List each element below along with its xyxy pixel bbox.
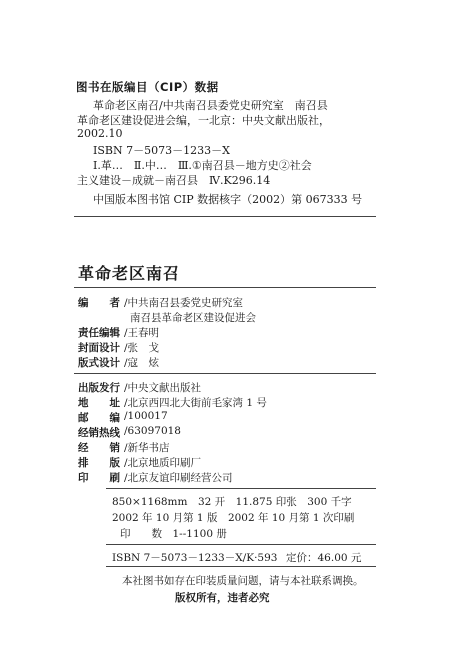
pub-label-address: 地 址 bbox=[78, 397, 120, 409]
pub-label-postcode: 邮 编 bbox=[78, 412, 120, 424]
pub-value-publisher: /中央文献出版社 bbox=[124, 382, 202, 394]
cip-line: 主义建设－成就－南召县 Ⅳ.K296.14 bbox=[77, 174, 271, 187]
pub-value-postcode: /100017 bbox=[124, 410, 168, 422]
book-title: 革命老区南召 bbox=[78, 264, 181, 283]
spec-format: 850×1168mm 32 开 11.875 印张 300 千字 bbox=[112, 496, 352, 508]
price: 定价：46.00 元 bbox=[286, 552, 362, 564]
pub-value-distributor: /新华书店 bbox=[124, 442, 170, 454]
cip-line: Ⅰ.革… Ⅱ.中… Ⅲ.①南召县－地方史②社会 bbox=[93, 159, 312, 172]
cip-number: 中国版本图书馆 CIP 数据核字（2002）第 067333 号 bbox=[93, 193, 363, 206]
credit-label-responsible-editor: 责任编辑 bbox=[78, 327, 120, 339]
divider bbox=[106, 566, 376, 567]
pub-value-address: /北京西四北大街前毛家湾 1 号 bbox=[124, 397, 267, 409]
isbn: ISBN 7－5073－1233－X/K·593 bbox=[112, 552, 278, 564]
credit-value-editor-2: 南召县革命老区建设促进会 bbox=[130, 312, 256, 324]
pub-label-publisher: 出版发行 bbox=[78, 382, 120, 394]
divider bbox=[106, 544, 376, 545]
divider bbox=[74, 216, 376, 217]
pub-label-typesetting: 排 版 bbox=[78, 457, 120, 469]
credit-value-responsible-editor: /王春明 bbox=[124, 327, 160, 339]
quality-notice: 本社图书如存在印装质量问题，请与本社联系调换。 bbox=[122, 575, 364, 587]
pub-value-hotline: /63097018 bbox=[124, 425, 181, 437]
pub-label-hotline: 经销热线 bbox=[78, 427, 120, 439]
spec-edition: 2002 年 10 月第 1 版 2002 年 10 月第 1 次印刷 bbox=[112, 512, 355, 524]
credit-label-layout-design: 版式设计 bbox=[78, 357, 120, 369]
pub-label-printing: 印 刷 bbox=[78, 472, 120, 484]
cip-line: 2002.10 bbox=[77, 127, 123, 140]
cip-line: ISBN 7－5073－1233－X bbox=[93, 144, 230, 157]
cip-line: 革命老区南召/中共南召县委党史研究室 南召县 bbox=[93, 99, 328, 112]
divider bbox=[74, 373, 376, 374]
pub-label-distributor: 经 销 bbox=[78, 442, 120, 454]
divider bbox=[106, 488, 376, 489]
cip-heading: 图书在版编目（CIP）数据 bbox=[76, 80, 219, 94]
spec-print-run: 印 数 1--1100 册 bbox=[120, 528, 227, 540]
credit-value-layout-design: /寇 炫 bbox=[124, 357, 160, 369]
divider bbox=[74, 287, 376, 288]
credit-label-editor: 编 者 bbox=[78, 297, 120, 309]
credit-label-cover-design: 封面设计 bbox=[78, 342, 120, 354]
credit-value-cover-design: /张 戈 bbox=[124, 342, 160, 354]
credit-value-editor: /中共南召县委党史研究室 bbox=[124, 297, 244, 309]
rights-notice: 版权所有，违者必究 bbox=[175, 592, 270, 604]
cip-line: 革命老区建设促进会编，一北京：中央文献出版社， bbox=[77, 114, 330, 127]
pub-value-typesetting: /北京地质印刷厂 bbox=[124, 457, 202, 469]
pub-value-printing: /北京友谊印刷经营公司 bbox=[124, 472, 233, 484]
